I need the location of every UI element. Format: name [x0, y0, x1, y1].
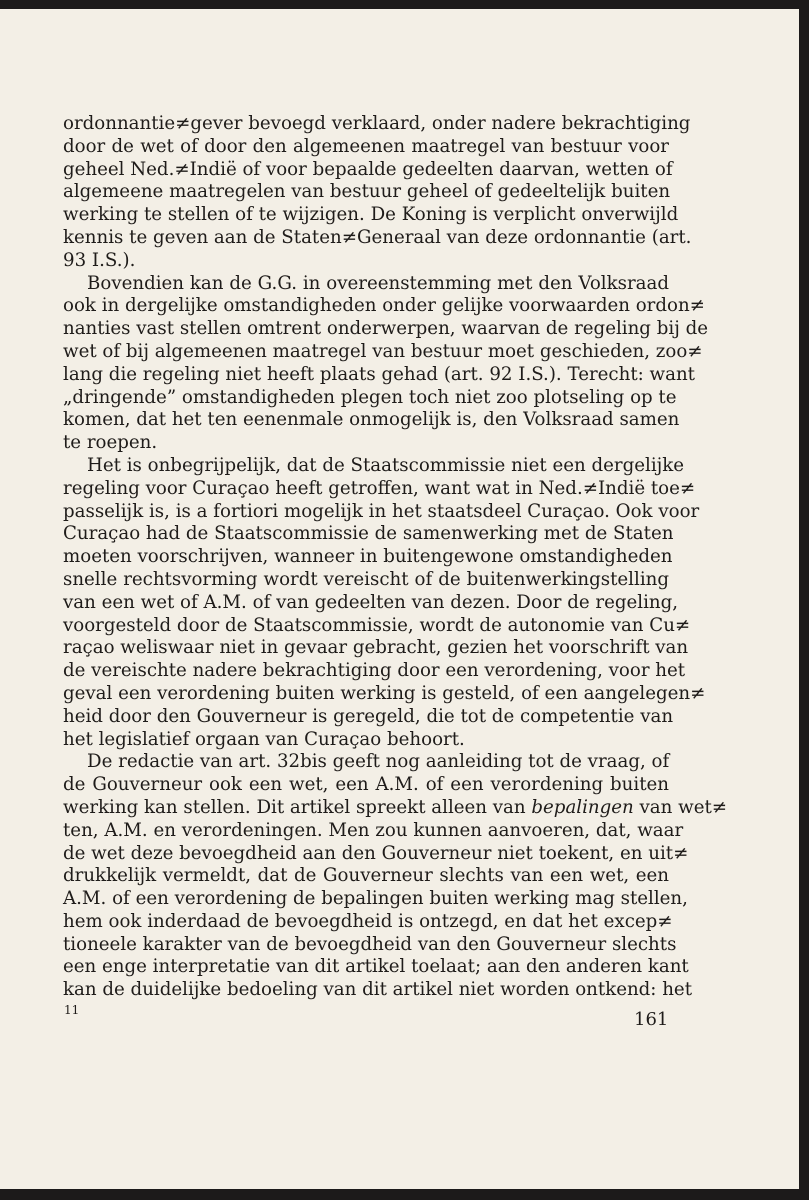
text-line: lang die regeling niet heeft plaats gehad (art. 92 I.S.). Terecht: want — [63, 363, 695, 385]
text-line: drukkelijk vermeldt, dat de Gouverneur slechts van een wet, een — [63, 865, 669, 887]
text-line: Curaçao had de Staatscommissie de samenwerking met de Staten — [63, 523, 674, 545]
text-line: ordonnantie≠gever bevoegd verklaard, onder nadere bekrachtiging — [63, 113, 691, 134]
text-line: raçao weliswaar niet in gevaar gebracht, gezien het voorschrift van — [63, 637, 689, 659]
paragraph — [63, 113, 692, 273]
text-line: ten, A.M. en verordeningen. Men zou kunnen aanvoeren, dat, waar — [63, 819, 684, 841]
text-line: voorgesteld door de Staatscommissie, wordt de autonomie van Cu≠ — [63, 614, 691, 636]
text-line: de vereischte nadere bekrachtiging door een verordening, voor het — [63, 660, 686, 682]
paragraph — [63, 272, 709, 455]
text-line: het legislatief orgaan van Curaçao behoort. — [63, 728, 465, 750]
paragraph — [63, 454, 706, 751]
text-line: wet of bij algemeenen maatregel van bestuur moet geschieden, zoo≠ — [63, 340, 703, 362]
text-line: een enge interpretatie van dit artikel toelaat; aan den anderen kant — [63, 956, 689, 978]
text-line: tioneele karakter van de bevoegdheid van den Gouverneur slechts — [63, 933, 677, 955]
text-line: de Gouverneur ook een wet, een A.M. of een verordening buiten — [63, 774, 669, 796]
text-line: moeten voorschrijven, wanneer in buitengewone omstandigheden — [63, 546, 673, 568]
text-line: door de wet of door den algemeenen maatregel van bestuur voor — [63, 135, 669, 157]
text-line: nanties vast stellen omtrent onderwerpen, waarvan de regeling bij de — [63, 318, 709, 340]
text-line: snelle rechtsvorming wordt vereischt of de buitenwerkingstelling — [63, 568, 669, 590]
text-line: kan de duidelijke bedoeling van dit artikel niet worden ontkend: het — [63, 979, 693, 1001]
text-line: 93 I.S.). — [63, 249, 136, 271]
text-line: „dringende” omstandigheden plegen toch niet zoo plotseling op te — [63, 386, 677, 408]
text-line: werking te stellen of te wijzigen. De Koning is verplicht onverwijld — [63, 204, 679, 226]
text-line: Bovendien kan de G.G. in overeenstemming met den Volksraad — [87, 272, 669, 294]
text-line: Het is onbegrijpelijk, dat de Staatscommissie niet een dergelijke — [87, 454, 685, 476]
page-number: 161 — [634, 1009, 669, 1030]
text-line: A.M. of een verordening de bepalingen buiten werking mag stellen, — [63, 888, 688, 910]
text-line: geval een verordening buiten werking is gesteld, of een aangelegen≠ — [63, 682, 706, 704]
text-line: hem ook inderdaad de bevoegdheid is ontzegd, en dat het excep≠ — [63, 910, 673, 932]
text-line: komen, dat het ten eenenmale onmogelijk is, den Volksraad samen — [63, 409, 680, 431]
text-line: geheel Ned.≠Indië of voor bepaalde gedeelten daarvan, wetten of — [63, 158, 673, 180]
text-line: van een wet of A.M. of van gedeelten van dezen. Door de regeling, — [63, 591, 679, 613]
book-page — [0, 9, 799, 1189]
text-line: De redactie van art. 32bis geeft nog aanleiding tot de vraag, of — [87, 751, 670, 773]
body-text — [63, 113, 728, 1002]
text-line: ook in dergelijke omstandigheden onder gelijke voorwaarden ordon≠ — [63, 295, 705, 317]
text-line: passelijk is, is a fortiori mogelijk in het staatsdeel Curaçao. Ook voor — [63, 500, 700, 522]
text-line: te roepen. — [63, 432, 158, 454]
text-line: heid door den Gouverneur is geregeld, die tot de competentie van — [63, 705, 674, 727]
text-line: regeling voor Curaçao heeft getroffen, want wat in Ned.≠Indië toe≠ — [63, 477, 696, 499]
text-line: de wet deze bevoegdheid aan den Gouverneur niet toekent, en uit≠ — [63, 842, 689, 864]
signature-mark: 11 — [64, 1003, 80, 1017]
text-line: werking kan stellen. Dit artikel spreekt alleen van bepalingen van wet≠ — [63, 796, 728, 818]
text-line: algemeene maatregelen van bestuur geheel of gedeeltelijk buiten — [63, 181, 671, 203]
text-line: kennis te geven aan de Staten≠Generaal van deze ordonnantie (art. — [63, 226, 692, 248]
paragraph — [63, 751, 728, 1002]
